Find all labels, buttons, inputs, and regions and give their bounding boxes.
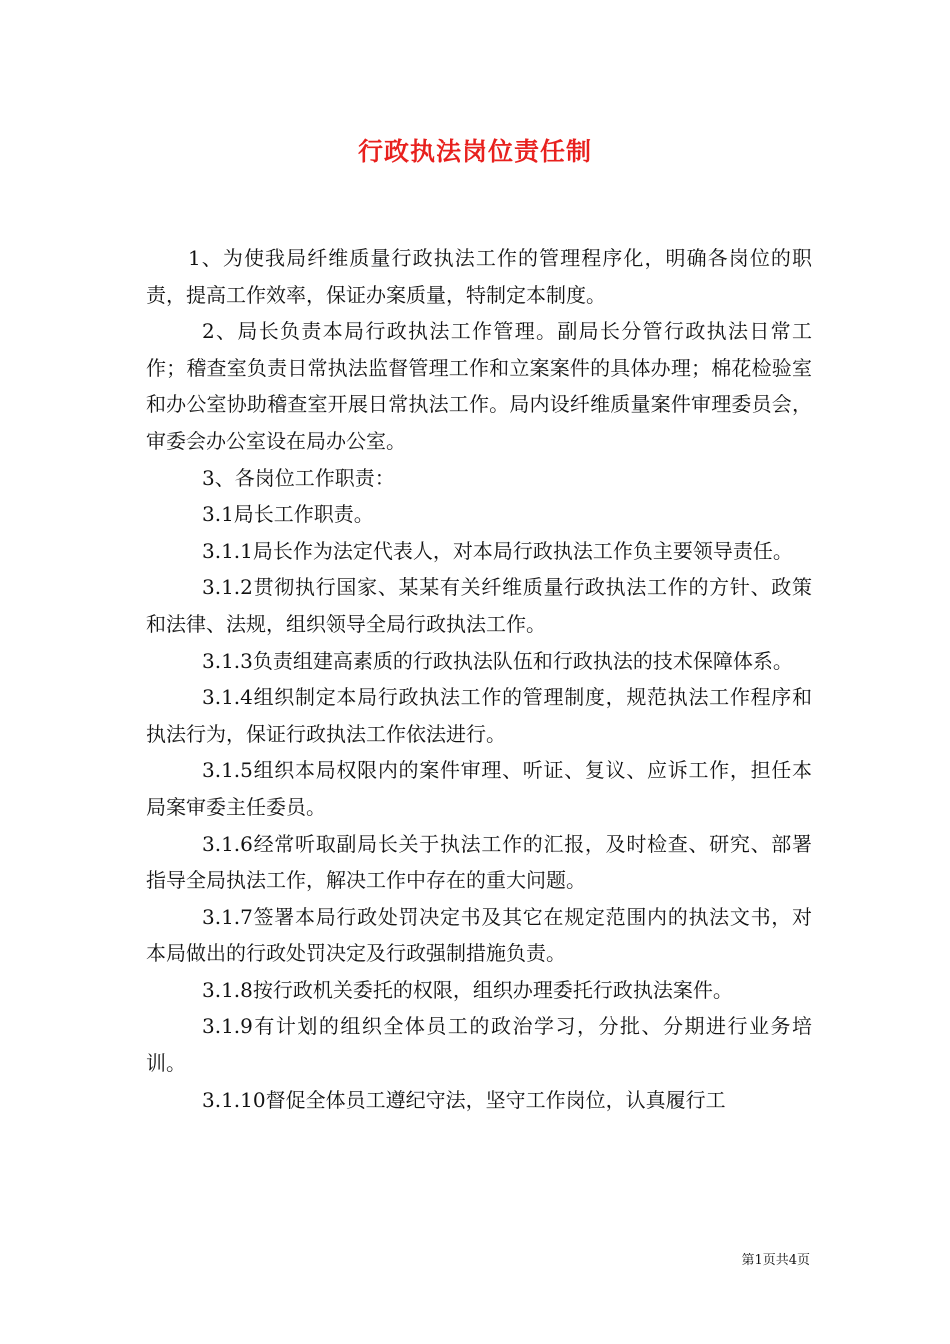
paragraph-3-1-10: 3.1.10督促全体员工遵纪守法，坚守工作岗位，认真履行工 [202,1087,726,1112]
paragraph-3-1-4: 3.1.4组织制定本局行政执法工作的管理制度，规范执法工作程序和执法行为，保证行政执法工作依法进行。 [146,685,812,746]
paragraph-3: 3、各岗位工作职责： [202,465,395,490]
paragraph-3-1-9: 3.1.9有计划的组织全体员工的政治学习，分批、分期进行业务培训。 [146,1014,812,1076]
paragraph-3-1-3: 3.1.3负责组建高素质的行政执法队伍和行政执法的技术保障体系。 [202,648,793,673]
document-body [146,240,812,1118]
paragraph-3-1-5: 3.1.5组织本局权限内的案件审理、听证、复议、应诉工作，担任本局案审委主任委员。 [146,758,812,819]
paragraph-3-1-1: 3.1.1局长作为法定代表人，对本局行政执法工作负主要领导责任。 [202,538,793,563]
paragraph-3-1: 3.1局长工作职责。 [202,502,374,527]
paragraph-3-1-6: 3.1.6经常听取副局长关于执法工作的汇报，及时检查、研究、部署指导全局执法工作，解决工作中存在的重大问题。 [146,831,812,893]
page-number-footer: 第1页共4页 [741,1253,810,1268]
document-title: 行政执法岗位责任制 [357,137,592,166]
paragraph-1: 1、为使我局纤维质量行政执法工作的管理程序化，明确各岗位的职责，提高工作效率，保证办案质量，特制定本制度。 [146,246,812,307]
paragraph-3-1-7: 3.1.7签署本局行政处罚决定书及其它在规定范围内的执法文书，对本局做出的行政处罚决定及行政强制措施负责。 [146,904,812,966]
paragraph-3-1-2: 3.1.2贯彻执行国家、某某有关纤维质量行政执法工作的方针、政策和法律、法规，组织领导全局行政执法工作。 [146,575,812,636]
paragraph-3-1-8: 3.1.8按行政机关委托的权限，组织办理委托行政执法案件。 [202,977,733,1002]
paragraph-2: 2、局长负责本局行政执法工作管理。副局长分管行政执法日常工作；稽查室负责日常执法监督管理工作和立案案件的具体办理；棉花检验室和办公室协助稽查室开展日常执法工作。局内设纤维质量案件审理委员会，审委会办公室设在局办公室。 [146,319,812,453]
